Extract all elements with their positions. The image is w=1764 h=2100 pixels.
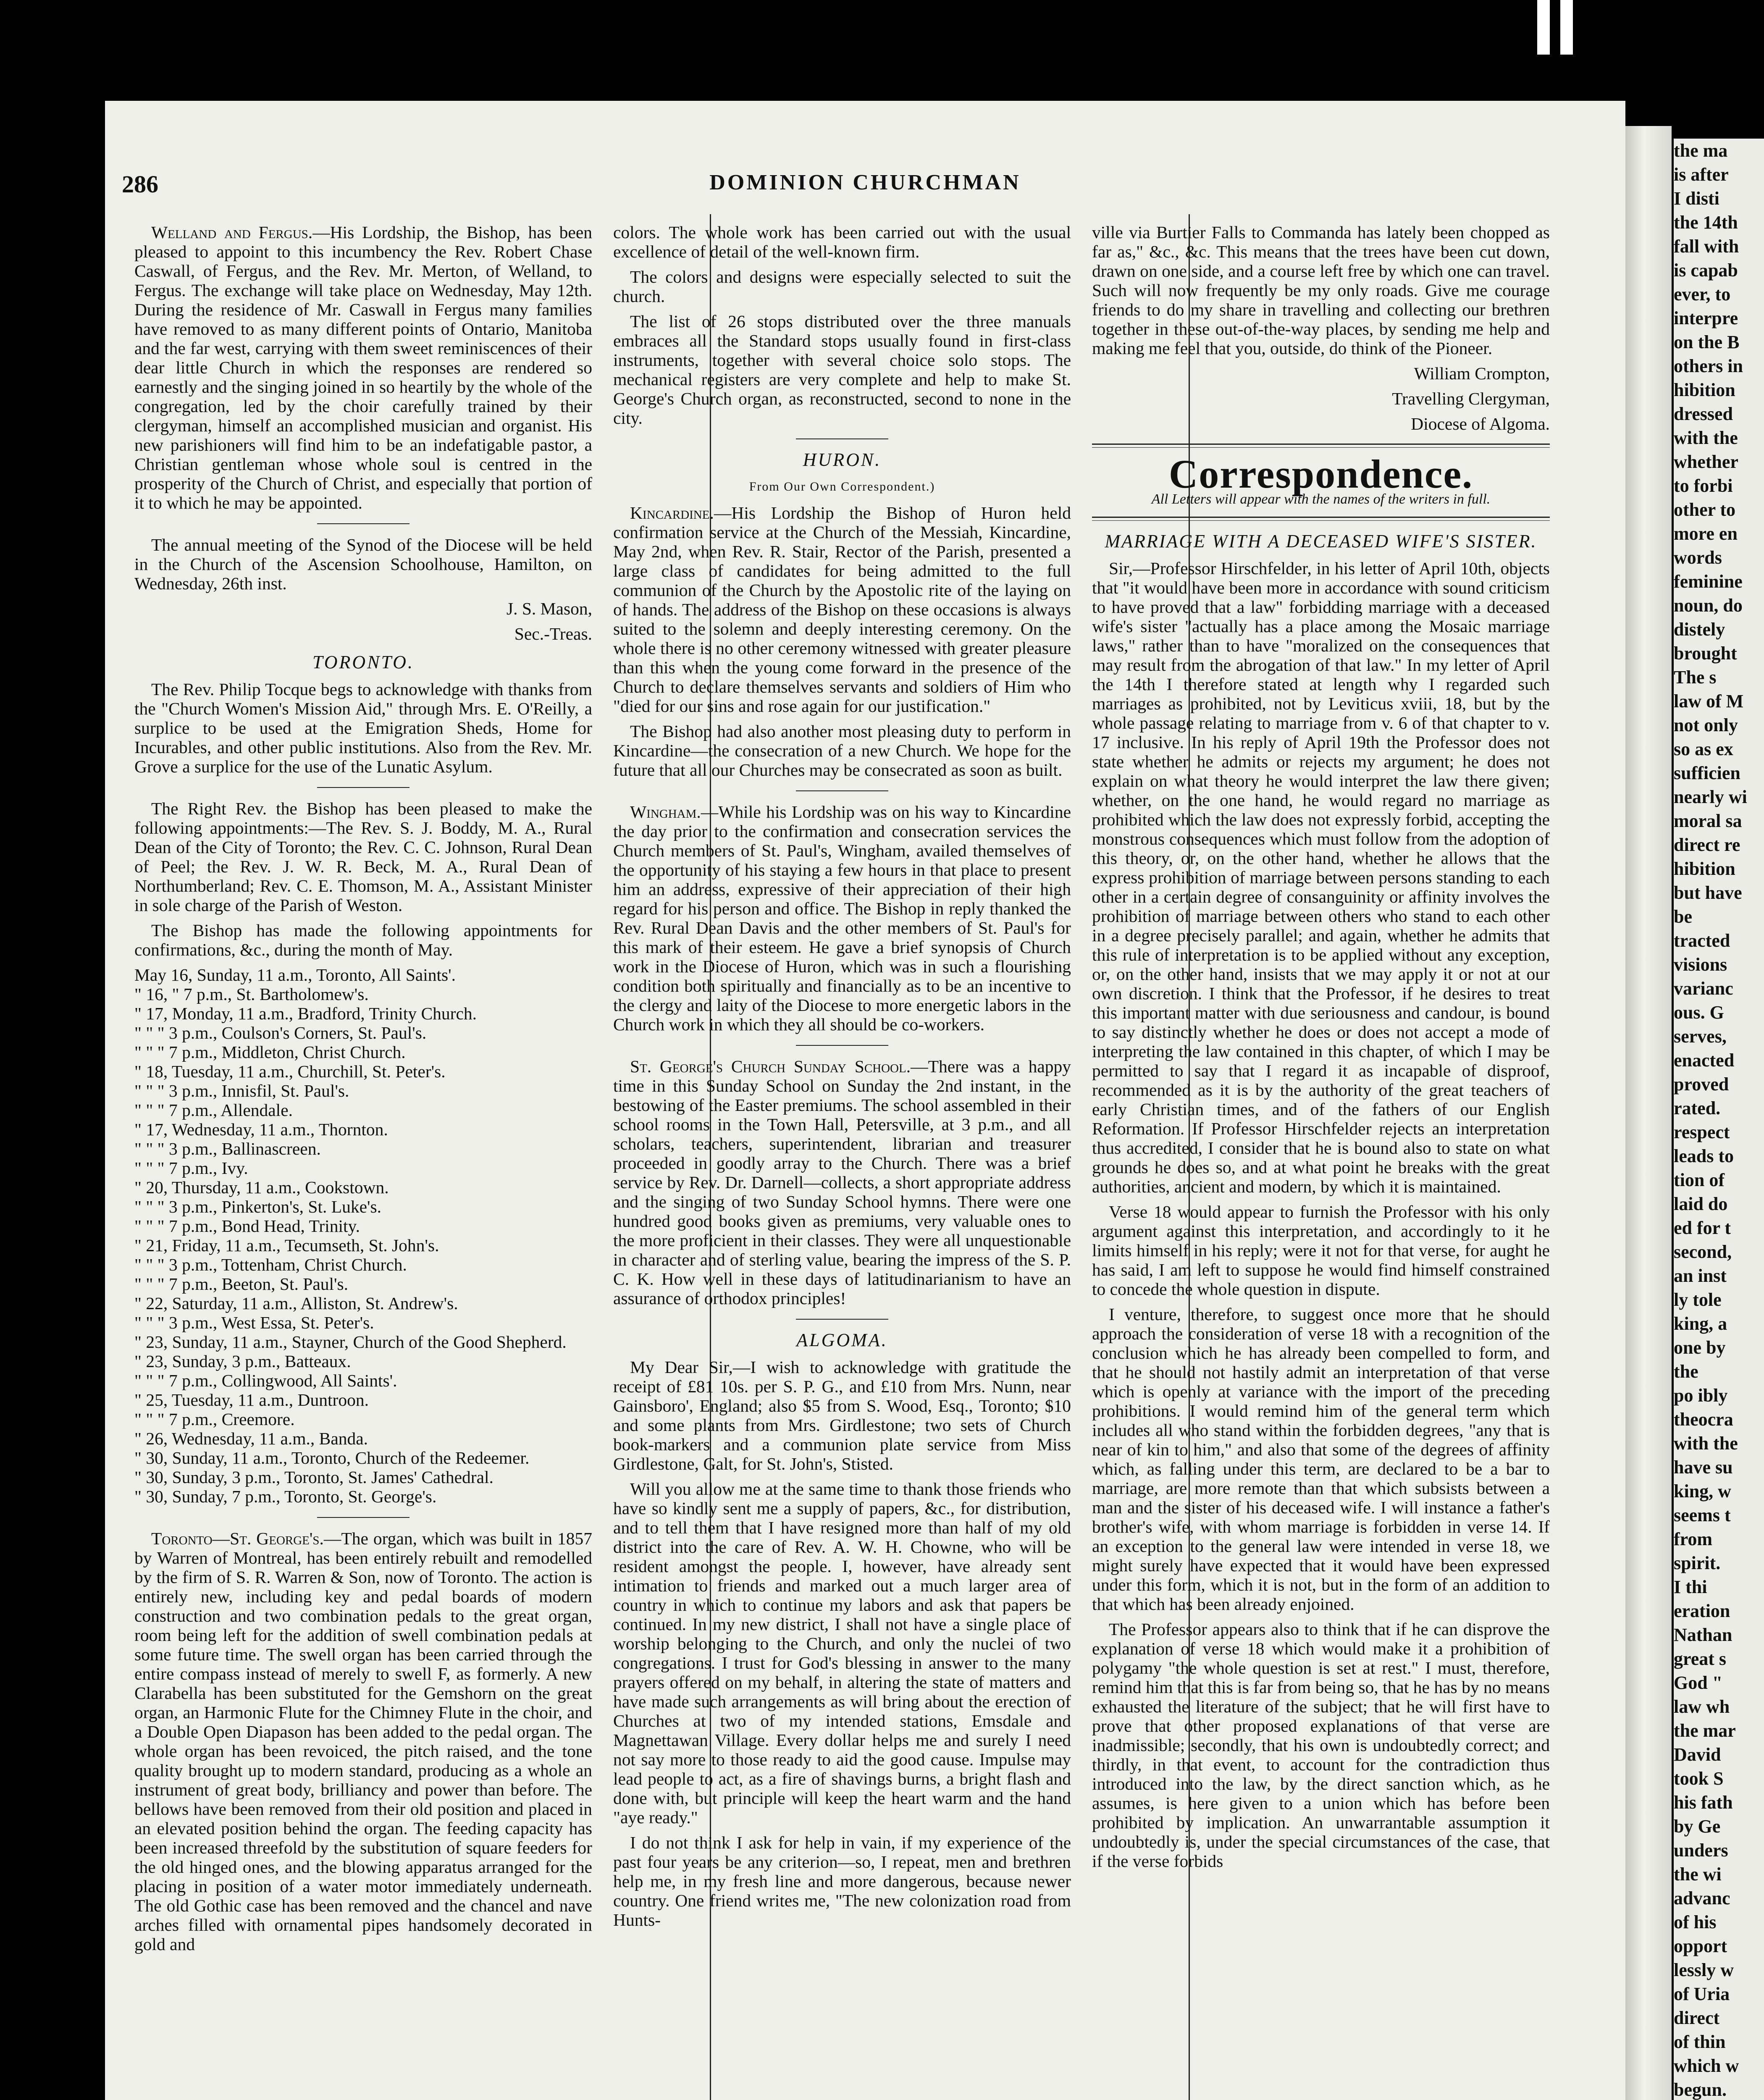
- toronto-heading: TORONTO.: [312, 652, 414, 672]
- adjacent-page-line: great s: [1674, 1648, 1727, 1669]
- adjacent-page-line: I thi: [1674, 1577, 1707, 1597]
- marriage-paragraph-4: The Professor appears also to think that if he can disprove the explanation of verse 18 which would make it a prohibition of polygamy "the whole question is set at rest." I must, therefore, remind him that this is far from being so, that he has by no means exhausted the literature of the subject; that he will first have to prove that other proposed explanations of that verse are inadmissible; secondly, that his own is undoubtedly correct; and thirdly, in that event, to account for the contradiction thus introduced into the law, by the direct sanction which, as he assumes, is here given to a union which has before been prohibited by implication. An unwarrantable assumption it undoubtedly is, under the special circumstances of the case, that if the verse forbids: [1092, 1620, 1550, 1871]
- synod-notice: The annual meeting of the Synod of the Diocese will be held in the Church of the Ascension Schoolhouse, Hamilton, on Wednesday, 26th inst.: [134, 535, 592, 593]
- schedule-entry: " 30, Sunday, 3 p.m., Toronto, St. James' Cathedral.: [134, 1467, 494, 1487]
- adjacent-page-line: seems t: [1674, 1505, 1731, 1525]
- adjacent-page-line: others in: [1674, 356, 1743, 376]
- wingham-body: —While his Lordship was on his way to Kincardine the day prior to the confirmation and consecration services the Church members of St. Paul's, Wingham, availed themselves of the opportunity of his staying a few hours in that place to present him an address, expressive of their appreciation of their high regard for his person and office. The Bishop in reply thanked the Rev. Rural Dean Davis and the other members of St. Paul's for this mark of their esteem. He gave a brief synopsis of Church work in the Diocese of Huron, which was in such a flourishing condition both spiritually and financially as to be an incentive to the clergy and laity of the Diocese to more energetic labors in the Church work in which they all should be co-workers.: [613, 802, 1071, 1034]
- schedule-entry: " " " 3 p.m., Innisfil, St. Paul's.: [134, 1081, 349, 1100]
- adjacent-page-line: varianc: [1674, 978, 1733, 999]
- divider: [317, 1517, 410, 1518]
- schedule-entry: " 30, Sunday, 7 p.m., Toronto, St. George's.: [134, 1487, 437, 1506]
- schedule-entry: " " " 3 p.m., Tottenham, Christ Church.: [134, 1255, 407, 1274]
- schedule-entry: " " " 7 p.m., Bond Head, Trinity.: [134, 1216, 360, 1236]
- adjacent-page-line: theocra: [1674, 1409, 1733, 1430]
- adjacent-page-line: interpre: [1674, 308, 1738, 328]
- book-gutter: [1625, 126, 1672, 2100]
- algoma-paragraph-1: My Dear Sir,—I wish to acknowledge with gratitude the receipt of £81 10s. per S. P. G., and £10 from Mrs. Nunn, near Gainsboro', England; also $5 from S. Wood, Esq., Toronto; $10 and some plants from Mrs. Girdlestone; two sets of Church book-markers and a communion plate service from Miss Girdlestone, Galt, for St. John's, Stisted.: [613, 1357, 1071, 1473]
- huron-subheading: From Our Own Correspondent.): [749, 480, 935, 494]
- adjacent-page-line: ed for t: [1674, 1218, 1731, 1238]
- adjacent-page-line: the 14th: [1674, 212, 1738, 233]
- schedule-entry: " " " 3 p.m., Coulson's Corners, St. Paul's.: [134, 1023, 427, 1042]
- marriage-paragraph-3: I venture, therefore, to suggest once more that he should approach the consideration of verse 18 with a recognition of the conclusion which he has already been compelled to form, and that he should not hastily admit an interpretation of that verse which is openly at variance with the import of the preceding prohibitions. I would remind him of the general term which includes all who stand within the forbidden degrees, "any that is near of kin to him," and also that some of the degrees of affinity which, as falling under this term, are declared to be a bar to marriage, are more remote than that which subsists between a man and the sister of his deceased wife. I will instance a father's brother's wife, with whom marriage is forbidden in verse 14. If an exception to the general law were intended in verse 18, we might surely have expected that it would have been expressed under this form, which it is not, but in the form of an addition to that which has been already enjoined.: [1092, 1305, 1550, 1614]
- double-rule: [1092, 517, 1550, 521]
- divider: [796, 1319, 888, 1320]
- adjacent-page-line: lessly w: [1674, 1960, 1734, 1980]
- adjacent-page-line: laid do: [1674, 1194, 1728, 1214]
- adjacent-page-line: one by: [1674, 1337, 1726, 1358]
- adjacent-page-line: not only: [1674, 715, 1738, 735]
- algoma-signature-diocese: Diocese of Algoma.: [1411, 414, 1550, 433]
- adjacent-page-line: with the: [1674, 428, 1738, 448]
- schedule-entry: May 16, Sunday, 11 a.m., Toronto, All Saints'.: [134, 965, 456, 984]
- adjacent-page-line: on the B: [1674, 332, 1740, 352]
- schedule-entry: " 18, Tuesday, 11 a.m., Churchill, St. Peter's.: [134, 1062, 446, 1081]
- adjacent-page-line: dressed: [1674, 404, 1733, 424]
- welland-lead: Welland and Fergus.: [151, 223, 313, 242]
- adjacent-page-line: ly tole: [1674, 1289, 1722, 1310]
- algoma-continued: ville via Burtier Falls to Commanda has lately been chopped as far as," &c., &c. This means that the trees have been cut down, drawn on one side, and a course left free by which one can travel. Such will now frequently be my only roads. Give me courage friends to do my share in travelling and collecting our brethren together in these out-of-the-way places, by sending me help and making me feel that you, outside, do think of the Pioneer.: [1092, 223, 1550, 358]
- schedule-entry: " 17, Wednesday, 11 a.m., Thornton.: [134, 1120, 388, 1139]
- adjacent-page-line: po ibly: [1674, 1385, 1728, 1406]
- adjacent-page-line: spirit.: [1674, 1553, 1721, 1573]
- adjacent-page-line: ever, to: [1674, 284, 1731, 304]
- schedule-entry: " 25, Tuesday, 11 a.m., Duntroon.: [134, 1390, 369, 1410]
- kincardine-body: —His Lordship the Bishop of Huron held confirmation service at the Church of the Messiah, Kincardine, May 2nd, when Rev. R. Stair, Rector of the Parish, presented a large class of candidates for being admitted to the full communion of the Church by the Apostolic rite of the laying on of hands. The address of the Bishop on these occasions is always suited to the solemn and deeply interesting ceremony. On the whole there is no other ceremony witnessed with greater pleasure than this when the young come forward in the presence of the Church to declare themselves servants and soldiers of Him who "died for our sins and rose again for our justification.": [613, 503, 1071, 716]
- sunday-school-article: [613, 1057, 1071, 1308]
- adjacent-page-line: nearly wi: [1674, 787, 1747, 807]
- welland-article: [134, 223, 592, 512]
- adjacent-page-line: God ": [1674, 1672, 1723, 1693]
- schedule-entry: " " " 7 p.m., Beeton, St. Paul's.: [134, 1274, 349, 1294]
- adjacent-page-line: the ma: [1674, 140, 1728, 161]
- correspondence-note: All Letters will appear with the names of the writers in full.: [1151, 491, 1491, 507]
- adjacent-page-line: begun.: [1674, 2079, 1727, 2100]
- adjacent-page-line: hibition: [1674, 858, 1735, 879]
- schedule-entry: " " " 7 p.m., Creemore.: [134, 1410, 295, 1429]
- marriage-heading: MARRIAGE WITH A DECEASED WIFE'S SISTER.: [1105, 531, 1537, 551]
- adjacent-page-line: ous. G: [1674, 1002, 1724, 1023]
- adjacent-page-line: David: [1674, 1744, 1721, 1765]
- schedule-entry: " 21, Friday, 11 a.m., Tecumseth, St. John's.: [134, 1236, 439, 1255]
- wingham-article: [613, 802, 1071, 1034]
- adjacent-page-line: by Ge: [1674, 1816, 1721, 1837]
- algoma-signature-title: Travelling Clergyman,: [1392, 389, 1550, 408]
- adjacent-page-line: opport: [1674, 1936, 1727, 1956]
- marriage-paragraph-1: Sir,—Professor Hirschfelder, in his letter of April 10th, objects that "it would have been more in accordance with sound criticism to have proved that a law" forbidding marriage with a deceased wife's sister "actually has a place among the Mosaic marriage laws," rather than to have "moralized on the consequences that may result from the abrogation of that law." In my letter of April the 14th I therefore stated at length why I regarded such marriages as prohibited, not by Leviticus xviii, 18, but by the whole passage relating to marriage from v. 6 of that chapter to v. 17 inclusive. In his reply of April 19th the Professor does not state whether he admits or rejects my argument; he does not explain on what theory he would interpret the law there given; whether, on the one hand, he would regard no marriage as prohibited which the law does not expressly forbid, accepting the monstrous consequences which must follow from the adoption of this theory, or, on the other hand, whether he allows that the express prohibition of marriage between persons standing to each other in a certain degree of consanguinity or affinity involves the prohibition of marriage between others who stand to each other in a degree precisely parallel; and again, whether he admits that this rule of interpretation is to be applied without any exception, or, on the other hand, insists that we may apply it or not at our own discretion. I think that the Professor, if he desires to treat this important matter with due seriousness and candour, is bound to say distinctly whether he does or does not accept a mode of interpreting the law contained in this chapter, of which I may be permitted to say that I regard it as incapable of disproof, recommended as it is by the authority of the great teachers of early Christian times, and of the fathers of our English Reformation. If Professor Hirschfelder rejects an interpretation thus accredited, I consider that he is bound also to state on what grounds he does so, and at what point he breaks with the great authorities, ancient and modern, by which it is maintained.: [1092, 559, 1550, 1196]
- adjacent-page-line: so as ex: [1674, 739, 1733, 759]
- adjacent-page-line: more en: [1674, 523, 1738, 544]
- schedule-entry: " " " 3 p.m., West Essa, St. Peter's.: [134, 1313, 374, 1332]
- page-number: 286: [122, 171, 158, 198]
- algoma-heading: ALGOMA.: [796, 1330, 888, 1350]
- kincardine-article-2: The Bishop had also another most pleasing duty to perform in Kincardine—the consecration of a new Church. We hope for the future that all our Churches may be consecrated as soon as built.: [613, 722, 1071, 780]
- adjacent-page-line: took S: [1674, 1768, 1724, 1789]
- organ-continued-3: The list of 26 stops distributed over the three manuals embraces all the Standard stops usually found in first-class instruments, together with several choice solo stops. The mechanical registers are very complete and help to make St. George's Church organ, as reconstructed, second to none in the city.: [613, 312, 1071, 428]
- page-header: [122, 170, 1609, 200]
- adjacent-page-line: I disti: [1674, 188, 1719, 209]
- schedule-entry: " 16, " 7 p.m., St. Bartholomew's.: [134, 984, 369, 1004]
- kincardine-article: [613, 503, 1071, 716]
- schedule-entry: " " " 7 p.m., Collingwood, All Saints'.: [134, 1371, 397, 1390]
- organ-lead: Toronto—St. George's.: [151, 1529, 324, 1548]
- running-title: DOMINION CHURCHMAN: [709, 171, 1021, 194]
- adjacent-page-line: direct re: [1674, 835, 1740, 855]
- adjacent-page-line: enacted: [1674, 1050, 1735, 1071]
- adjacent-page-line: serves,: [1674, 1026, 1727, 1047]
- adjacent-page-line: have su: [1674, 1457, 1733, 1478]
- adjacent-page-line: The s: [1674, 667, 1717, 688]
- adjacent-page-line: leads to: [1674, 1146, 1734, 1166]
- schedule-entry: " " " 7 p.m., Ivy.: [134, 1158, 248, 1178]
- divider: [796, 438, 888, 439]
- synod-signature-title: Sec.-Treas.: [514, 624, 592, 643]
- algoma-paragraph-2: Will you allow me at the same time to thank those friends who have so kindly sent me a supply of papers, &c., for distribution, and to tell them that I have resigned more than half of my old district into the care of Rev. A. W. H. Chowne, who will be resident amongst the people. I, however, have already sent intimation to friends and marked out a much larger area of country in which to continue my labors and ask that papers be continued. In my new district, I shall not have a single place of worship belonging to the Church, and only the nuclei of two congregations. I trust for God's blessing in answer to the many prayers offered on my behalf, in altering the state of matters and have made such arrangements as will bring about the erection of Churches at two of my intended stations, Emsdale and Magnettawan Village. Every dollar helps me and surely I need not say more to those ready to aid the good cause. Impulse may lead people to act, as a fire of shavings burns, a bright flash and done with, but principle will keep the heart warm and the hand "aye ready.": [613, 1479, 1071, 1827]
- adjacent-page-line: of thin: [1674, 2032, 1726, 2052]
- adjacent-page-line: other to: [1674, 499, 1736, 520]
- algoma-paragraph-3: I do not think I ask for help in vain, if my experience of the past four years be any criterion—so, I repeat, men and brethren help me, in my fresh line and more dangerous, because newer country. One friend writes me, "The new colonization road from Hunts-: [613, 1833, 1071, 1929]
- adjacent-page-line: fall with: [1674, 236, 1739, 257]
- adjacent-page-line: his fath: [1674, 1792, 1733, 1813]
- adjacent-page-line: respect: [1674, 1122, 1730, 1142]
- film-marker: [1537, 0, 1550, 55]
- schedule-entry: " " " 3 p.m., Pinkerton's, St. Luke's.: [134, 1197, 381, 1216]
- adjacent-page-line: of his: [1674, 1912, 1717, 1932]
- organ-article: [134, 1529, 592, 1954]
- schedule-entry: " 30, Sunday, 11 a.m., Toronto, Church of the Redeemer.: [134, 1448, 530, 1467]
- adjacent-page-line: words: [1674, 547, 1722, 568]
- adjacent-page-line: the wi: [1674, 1864, 1722, 1885]
- adjacent-page-line: law wh: [1674, 1696, 1730, 1717]
- algoma-signature-name: William Crompton,: [1414, 364, 1550, 383]
- schedule-entry: " 26, Wednesday, 11 a.m., Banda.: [134, 1429, 368, 1448]
- adjacent-page-line: an inst: [1674, 1265, 1727, 1286]
- adjacent-page-line: be: [1674, 906, 1692, 927]
- adjacent-page-line: feminine: [1674, 571, 1743, 592]
- adjacent-page-line: king, w: [1674, 1481, 1731, 1502]
- wingham-lead: Wingham.: [630, 802, 701, 822]
- adjacent-page-line: to forbi: [1674, 475, 1733, 496]
- adjacent-page-line: unders: [1674, 1840, 1728, 1861]
- adjacent-page-line: visions: [1674, 954, 1727, 975]
- column-3: [1092, 223, 1550, 1877]
- divider: [317, 787, 410, 788]
- confirmation-intro: The Bishop has made the following appointments for confirmations, &c., during the month of May.: [134, 921, 592, 959]
- huron-heading: HURON.: [803, 449, 882, 470]
- divider: [796, 790, 888, 791]
- welland-body: —His Lordship, the Bishop, has been pleased to appoint to this incumbency the Rev. Robert Chase Caswall, of Fergus, and the Rev. Mr. Merton, of Welland, to Fergus. The exchange will take place on Wednesday, May 12th. During the residence of Mr. Caswall in Fergus many families have removed to as many different points of Ontario, Manitoba and the far west, carrying with them sweet reminiscences of their dear little Church in which the responses are rendered so earnestly and the singing joined in so heartily by the whole of the congregation, led by the choir carefully trained by their clergyman, himself an accomplished musician and organist. His new parishioners will find him to be an indefatigable pastor, a Christian gentleman whose whole soul is centred in the prosperity of the Church of Christ, and especially that portion of it to which he may be appointed.: [134, 223, 592, 512]
- schedule-entry: " 23, Sunday, 3 p.m., Batteaux.: [134, 1352, 351, 1371]
- adjacent-page-line: advanc: [1674, 1888, 1730, 1908]
- schedule-entry: " 22, Saturday, 11 a.m., Alliston, St. Andrew's.: [134, 1294, 458, 1313]
- schedule-entry: " 23, Sunday, 11 a.m., Stayner, Church of the Good Shepherd.: [134, 1332, 567, 1352]
- newspaper-page: [105, 101, 1625, 2100]
- divider: [796, 1045, 888, 1046]
- adjacent-page-line: tracted: [1674, 930, 1730, 951]
- adjacent-page-line: second,: [1674, 1242, 1732, 1262]
- adjacent-page-line: of Uria: [1674, 1984, 1730, 2004]
- schedule-entry: " 17, Monday, 11 a.m., Bradford, Trinity Church.: [134, 1004, 477, 1023]
- adjacent-page-line: king, a: [1674, 1313, 1727, 1334]
- schedule-entry: " " " 7 p.m., Middleton, Christ Church.: [134, 1042, 406, 1062]
- adjacent-page-line: noun, do: [1674, 595, 1743, 616]
- correspondence-title: Correspondence.: [1168, 452, 1473, 496]
- adjacent-page-line: brought: [1674, 643, 1737, 664]
- synod-signature-name: J. S. Mason,: [506, 599, 592, 618]
- confirmation-schedule: [134, 965, 592, 1506]
- adjacent-page-line: tion of: [1674, 1170, 1725, 1190]
- adjacent-page-line: proved: [1674, 1074, 1729, 1095]
- adjacent-page-line: whether: [1674, 452, 1738, 472]
- adjacent-page-line: eration: [1674, 1601, 1730, 1621]
- organ-continued-1: colors. The whole work has been carried out with the usual excellence of detail of the well-known firm.: [613, 223, 1071, 261]
- adjacent-page-line: with the: [1674, 1433, 1738, 1454]
- schedule-entry: " 20, Thursday, 11 a.m., Cookstown.: [134, 1178, 389, 1197]
- schedule-entry: " " " 3 p.m., Ballinascreen.: [134, 1139, 321, 1158]
- column-2: [613, 223, 1071, 1935]
- adjacent-page-line: distely: [1674, 619, 1725, 640]
- adjacent-page-line: rated.: [1674, 1098, 1721, 1118]
- adjacent-page-line: is after: [1674, 164, 1729, 185]
- organ-continued-2: The colors and designs were especially selected to suit the church.: [613, 267, 1071, 306]
- appointments-notice: The Right Rev. the Bishop has been pleased to make the following appointments:—The Rev. S. J. Boddy, M. A., Rural Dean of the City of Toronto; the Rev. C. C. Johnson, Rural Dean of Peel; the Rev. J. W. R. Beck, M. A., Rural Dean of Northumberland; Rev. C. E. Thomson, M. A., Assistant Minister in sole charge of the Parish of Weston.: [134, 799, 592, 915]
- adjacent-page-line: sufficien: [1674, 763, 1740, 783]
- adjacent-page-line: the mar: [1674, 1720, 1736, 1741]
- adjacent-page-line: Nathan: [1674, 1625, 1732, 1645]
- tocque-notice: The Rev. Philip Tocque begs to acknowledge with thanks from the "Church Women's Mission Aid," through Mrs. E. O'Reilly, a surplice to be used at the Emigration Sheds, Home for Incurables, and other public institutions. Also from the Rev. Mr. Grove a surplice for the use of the Lunatic Asylum.: [134, 680, 592, 776]
- divider: [317, 523, 410, 524]
- column-1: [134, 223, 592, 1960]
- adjacent-page-line: is capab: [1674, 260, 1738, 281]
- sunday-school-lead: St. George's Church Sunday School.: [630, 1057, 911, 1076]
- film-marker: [1560, 0, 1573, 55]
- adjacent-page-line: from: [1674, 1529, 1713, 1549]
- marriage-paragraph-2: Verse 18 would appear to furnish the Professor with his only argument against this interpretation, and accordingly to it he limits himself in his reply; were it not for that verse, for aught he has said, I am left to suppose he would find himself constrained to concede the whole question in dispute.: [1092, 1202, 1550, 1299]
- organ-body: —The organ, which was built in 1857 by Warren of Montreal, has been entirely rebuilt and remodelled by the firm of S. R. Warren & Son, now of Toronto. The action is entirely new, including key and pedal boards of modern construction and two combination pedals to the great organ, room being left for the addition of swell combination pedals at some future time. The swell organ has been carried through the entire compass instead of merely to swell F, as formerly. A new Clarabella has been substituted for the Gemshorn on the great organ, an Harmonic Flute for the Chimney Flute in the choir, and a Double Open Diapason has been added to the pedal organ. The whole organ has been revoiced, the pitch raised, and the tone quality brought up to modern standard, producing as a whole an instrument of great body, brilliancy and power than before. The bellows have been removed from their old position and placed in an elevated position behind the organ. The feeding capacity has been increased threefold by the substitution of square feeders for the old hinged ones, and the blowing apparatus arranged for the placing in position of a water motor immediately underneath. The old Gothic case has been removed and the chancel and nave arches filled with ornamental pipes handsomely decorated in gold and: [134, 1529, 592, 1954]
- adjacent-page-line: hibition: [1674, 380, 1735, 400]
- kincardine-lead: Kincardine.: [630, 503, 714, 522]
- double-rule: [1092, 444, 1550, 448]
- adjacent-page-line: moral sa: [1674, 811, 1742, 831]
- schedule-entry: " " " 7 p.m., Allendale.: [134, 1100, 293, 1120]
- adjacent-page-fragment: [1674, 139, 1764, 2100]
- sunday-school-body: —There was a happy time in this Sunday School on Sunday the 2nd instant, in the bestowing of the Easter premiums. The school assembled in their school rooms in the Town Hall, Petersville, at 3 p.m., and all scholars, teachers, superintendent, librarian and treasurer proceeded in goodly array to the Church. There was a brief service by Rev. Dr. Darnell—collects, a short appropriate address and the singing of two Sunday School hymns. There were one hundred good books given as premiums, very valuable ones to the more proficient in their classes. They were all unquestionable in character and of sterling value, bearing the impress of the S. P. C. K. How well in these days of latitudinarianism to have an assurance of orthodox principles!: [613, 1057, 1071, 1308]
- adjacent-page-line: direct: [1674, 2008, 1720, 2028]
- adjacent-page-line: law of M: [1674, 691, 1744, 711]
- adjacent-page-line: the: [1674, 1361, 1698, 1382]
- adjacent-page-line: which w: [1674, 2055, 1739, 2076]
- adjacent-page-line: but have: [1674, 882, 1742, 903]
